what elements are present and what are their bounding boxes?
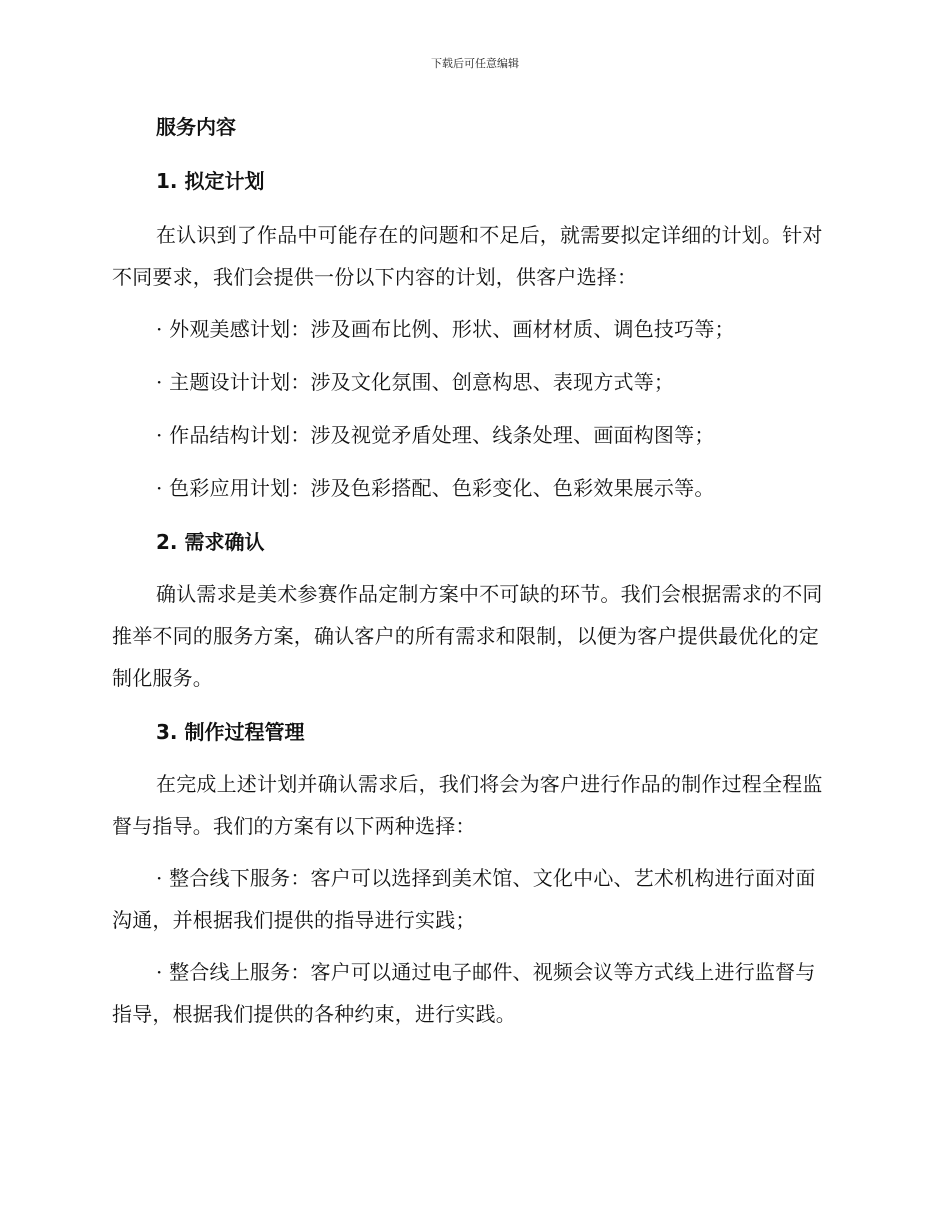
- header-note: 下载后可任意编辑: [431, 57, 519, 70]
- section-heading-3: 3. 制作过程管理: [156, 720, 305, 744]
- section-heading-1: 1. 拟定计划: [156, 169, 265, 193]
- section-heading-2: 2. 需求确认: [156, 530, 265, 554]
- list-item: · 整合线下服务：客户可以选择到美术馆、文化中心、艺术机构进行面对面沟通，并根据我们提供的指导进行实践；: [112, 866, 816, 932]
- section-3-intro: 在完成上述计划并确认需求后，我们将会为客户进行作品的制作过程全程监督与指导。我们的方案有以下两种选择：: [112, 772, 823, 838]
- list-item: · 作品结构计划：涉及视觉矛盾处理、线条处理、画面构图等；: [156, 423, 715, 447]
- list-item: · 色彩应用计划：涉及色彩搭配、色彩变化、色彩效果展示等。: [156, 476, 715, 500]
- list-item: · 外观美感计划：涉及画布比例、形状、画材材质、调色技巧等；: [156, 317, 735, 341]
- section-1-intro: 在认识到了作品中可能存在的问题和不足后，就需要拟定详细的计划。针对不同要求，我们会提供一份以下内容的计划，供客户选择：: [112, 223, 823, 289]
- section-title: 服务内容: [156, 115, 236, 139]
- list-item: · 整合线上服务：客户可以通过电子邮件、视频会议等方式线上进行监督与指导，根据我们提供的各种约束，进行实践。: [112, 960, 816, 1026]
- document-body: [112, 108, 832, 1035]
- list-item: · 主题设计计划：涉及文化氛围、创意构思、表现方式等；: [156, 370, 675, 394]
- section-2-body: 确认需求是美术参赛作品定制方案中不可缺的环节。我们会根据需求的不同推举不同的服务方案，确认客户的所有需求和限制，以便为客户提供最优化的定制化服务。: [112, 582, 823, 690]
